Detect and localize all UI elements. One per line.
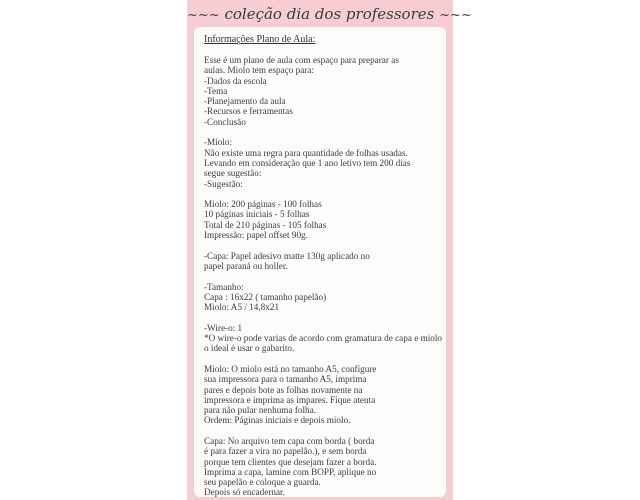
text-line: porque tem clientes que desejam fazer a borda. — [204, 456, 377, 467]
paragraph-gap — [204, 240, 440, 250]
info-body — [204, 55, 443, 498]
right-ornament: ~~~ — [439, 8, 472, 23]
text-line: Não existe uma regra para quantidade de folhas usadas. — [204, 147, 408, 158]
text-line: -Recursos e ferramentas — [204, 106, 293, 117]
text-line: -Sugestão: — [204, 178, 243, 189]
text-line: -Tamanho: — [204, 281, 244, 292]
text-line: para não pular nenhuma folha. — [204, 405, 316, 416]
text-line: Miolo: 200 páginas - 100 folhas — [204, 199, 322, 210]
text-line: -Wire-o: 1 — [204, 322, 243, 333]
text-line: -Conclusão — [204, 116, 246, 127]
text-line: 10 páginas iniciais - 5 folhas — [204, 209, 310, 220]
paragraph-gap — [204, 271, 440, 281]
paragraph-gap — [204, 354, 440, 364]
text-line: Capa: No arquivo tem capa com borda ( borda — [204, 435, 375, 446]
text-line: impressora e imprima as impares. Fique atenta — [204, 394, 376, 405]
text-line: -Miolo: — [204, 137, 233, 148]
text-line: Depois só encadernar. — [204, 487, 285, 498]
text-line: Imprima a capa, lamine com BOPP, aplique no — [204, 466, 377, 477]
text-line: pares e depois bote as folhas novamente na — [204, 384, 363, 395]
text-line: Esse é um plano de aula com espaço para preparar as — [204, 55, 399, 65]
text-line: Levando em consideração que 1 ano letivo tem 200 dias — [204, 157, 411, 168]
text-line: Total de 210 páginas - 105 folhas — [204, 219, 327, 230]
text-line: o ideal é usar o gabarito. — [204, 343, 295, 354]
info-heading: Informações Plano de Aula: — [204, 34, 316, 45]
text-line: seu papelão e coloque a guarda. — [204, 477, 321, 488]
paragraph-gap — [204, 312, 440, 322]
text-line: Miolo: A5 / 14,8x21 — [204, 302, 280, 313]
text-line: -Tema — [204, 85, 228, 96]
text-line: Capa : 16x22 ( tamanho papelão) — [204, 291, 327, 302]
paragraph-gap — [204, 189, 440, 199]
paragraph-gap — [204, 426, 440, 436]
text-line: sua impressora para o tamanho A5, imprima — [204, 374, 367, 385]
text-line: -Planejamento da aula — [204, 96, 286, 107]
text-line: papel paraná ou holler. — [204, 260, 288, 271]
left-ornament: ~~~ — [187, 8, 220, 23]
text-line: é para fazer a vira no papelão.), e sem borda — [204, 446, 367, 457]
paragraph-gap — [204, 127, 440, 137]
text-line: -Dados da escola — [204, 75, 267, 86]
text-line: Ordem: Páginas iniciais e depois miolo. — [204, 415, 351, 426]
text-line: -Capa: Papel adesivo matte 130g aplicado no — [204, 250, 370, 261]
header-title-bar — [187, 2, 472, 26]
text-line: Miolo: O miolo está no tamanho A5, configure — [204, 363, 377, 374]
text-line: segue sugestão: — [204, 168, 262, 179]
text-line: Impressão: papel offset 90g. — [204, 230, 308, 241]
text-line: *O wire-o pode varias de acordo com gramatura de capa e miolo — [204, 333, 443, 344]
text-line: aulas. Miolo tem espaço para: — [204, 65, 314, 76]
collection-title: coleção dia dos professores — [224, 5, 435, 23]
